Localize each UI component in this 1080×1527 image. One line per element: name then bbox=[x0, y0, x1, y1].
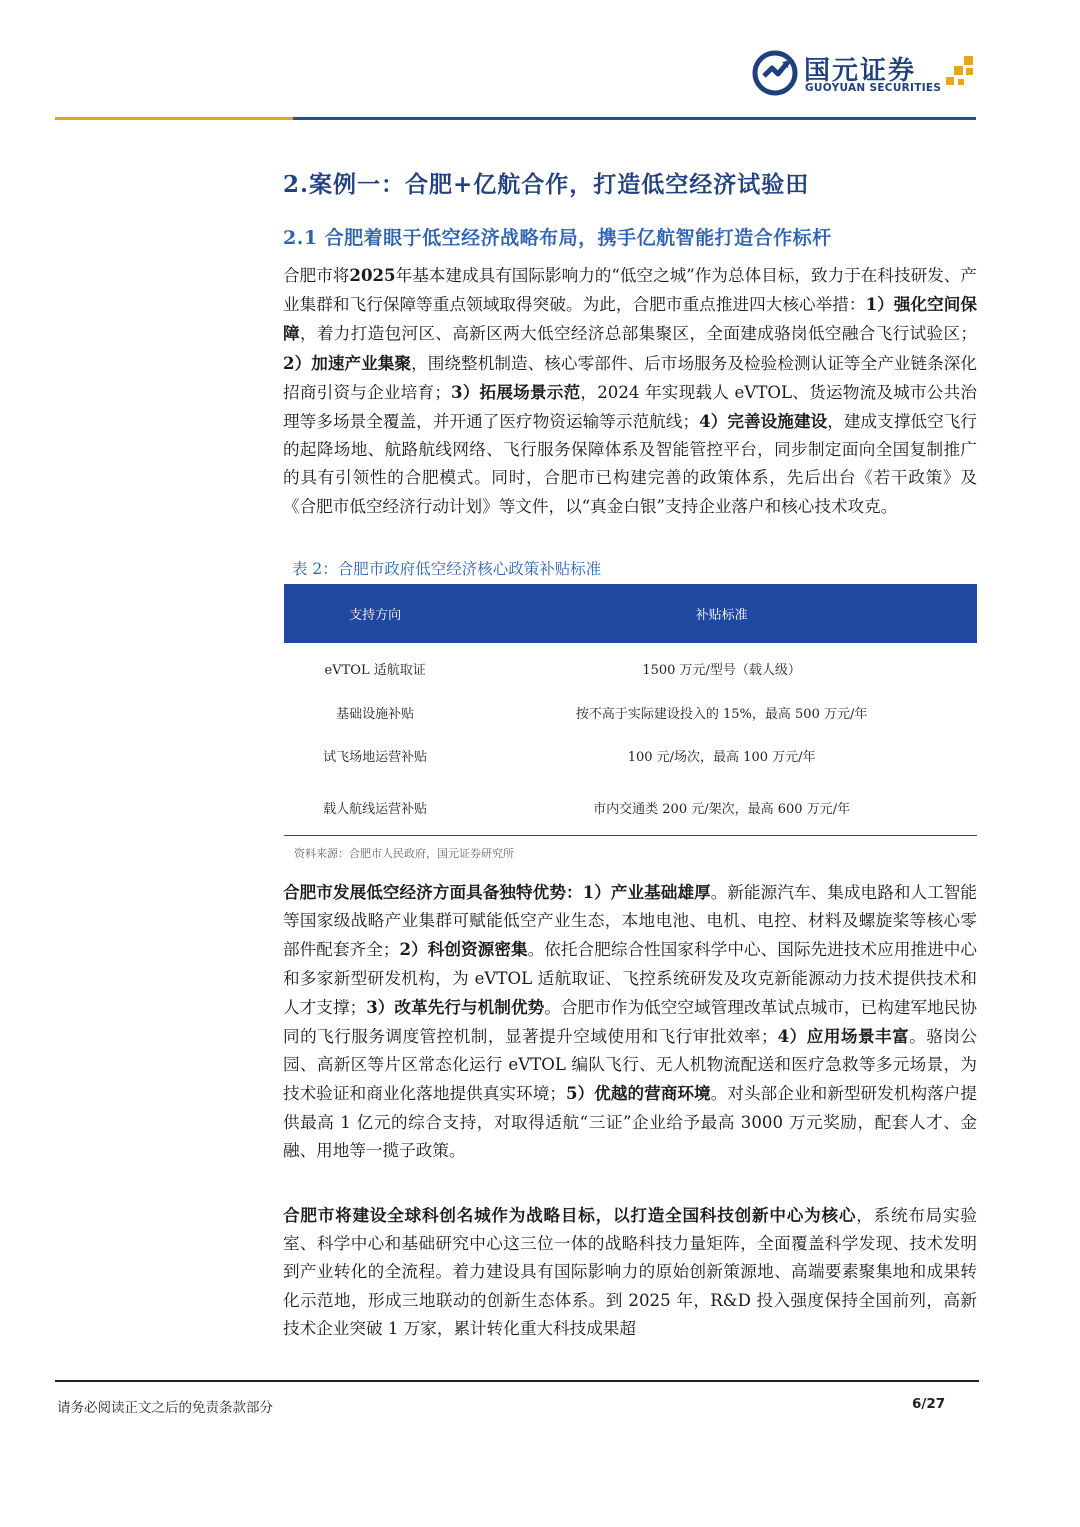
header-rule-accent bbox=[55, 117, 293, 120]
table-row bbox=[284, 731, 977, 779]
table-source: 资料来源：合肥市人民政府，国元证券研究所 bbox=[294, 847, 514, 860]
text-run: ，2024 年实现载人 eVTOL、货运物流及城市公共治理等多场景全覆盖，并开通了医疗物资运输等示范航线； bbox=[283, 382, 978, 432]
paragraph-3 bbox=[283, 1201, 977, 1343]
table-row bbox=[284, 643, 977, 693]
section-title: 2.案例一：合肥+亿航合作，打造低空经济试验田 bbox=[283, 171, 810, 198]
bold-text-run: 合肥市发展低空经济方面具备独特优势： bbox=[283, 882, 583, 902]
text-run: 合肥市将 bbox=[283, 266, 350, 285]
text-run: ，建成支撑低空飞行的起降场地、航路航线网络、飞行服务保障体系及智能管控平台，同步制定面向全国复制推广的具有引领性的合肥模式。同时，合肥市已构建完善的政策体系，先后出台《若干政策》及《合肥市低空经济行动计划》等文件，以“真金白银”支持企业落户和核心技术攻克。 bbox=[283, 412, 977, 516]
footer-disclaimer: 请务必阅读正文之后的免责条款部分 bbox=[57, 1400, 273, 1416]
table-header-standard: 补贴标准 bbox=[466, 584, 977, 643]
bold-text-run: 2）加速产业集聚 bbox=[283, 352, 412, 373]
bold-text-run: 4）应用场景丰富 bbox=[777, 1026, 910, 1047]
paragraph-1 bbox=[283, 261, 977, 521]
table-header-direction: 支持方向 bbox=[284, 584, 466, 643]
company-logo bbox=[752, 48, 982, 108]
table-row bbox=[284, 779, 977, 836]
bold-text-run: 1）强化空间保障 bbox=[283, 294, 978, 344]
table-cell: 试飞场地运营补贴 bbox=[323, 749, 428, 765]
logo-name-en: GUOYUAN SECURITIES bbox=[805, 82, 942, 94]
page-number: 6/27 bbox=[912, 1396, 946, 1412]
table-cell: 市内交通类 200 元/架次，最高 600 万元/年 bbox=[466, 779, 977, 836]
table-caption: 表 2：合肥市政府低空经济核心政策补贴标准 bbox=[292, 560, 602, 578]
text-run: 年基本建成具有国际影响力的“低空之城”作为总体目标，致力于在科技研发、产业集群和飞行保障等重点领域取得突破。为此，合肥市重点推进四大核心举措： bbox=[283, 266, 977, 315]
text-run: ，系统布局实验室、科学中心和基础研究中心这三位一体的战略科技力量矩阵，全面覆盖科学发现、技术发明到产业转化的全流程。着力建设具有国际影响力的原始创新策源地、高端要素聚集地和成果转化示范地，形成三地联动的创新生态体系。到 2025 年，R&D 投入强度保持全国前列，高新技术企业突破 1 万家，累计转化重大科技成果超 bbox=[283, 1206, 978, 1338]
table-cell: 基础设施补贴 bbox=[336, 706, 415, 722]
logo-squares-icon bbox=[944, 52, 980, 92]
table-cell: 载人航线运营补贴 bbox=[284, 779, 466, 836]
bold-text-run: 4）完善设施建设 bbox=[699, 411, 828, 432]
table-row bbox=[284, 693, 977, 731]
text-run: ，着力打造包河区、高新区两大低空经济总部集聚区，全面建成骆岗低空融合飞行试验区； bbox=[299, 324, 977, 344]
bold-text-run: 3）拓展场景示范 bbox=[450, 381, 581, 402]
table-header-row bbox=[284, 584, 977, 643]
text-run: 。依托合肥综合性国家科学中心、国际先进技术应用推进中心和多家新型研发机构，为 eVTOL 适航取证、飞控系统研发及攻克新能源动力技术提供技术和人才支撑； bbox=[283, 940, 978, 1017]
footer-rule bbox=[55, 1380, 979, 1382]
bold-text-run: 3）改革先行与机制优势 bbox=[366, 996, 545, 1017]
bold-text-run: 2025 bbox=[349, 265, 396, 285]
text-run: 。对头部企业和新型研发机构落户提供最高 1 亿元的综合支持，对取得适航“三证”企业给予最高 3000 万元奖励，配套人才、金融、用地等一揽子政策。 bbox=[283, 1084, 978, 1160]
text-run: 。骆岗公园、高新区等片区常态化运行 eVTOL 编队飞行、无人机物流配送和医疗急救等多元场景，为技术验证和商业化落地提供真实环境； bbox=[283, 1027, 978, 1104]
guoyuan-logo-icon bbox=[752, 50, 798, 96]
logo-name-cn: 国元证券 bbox=[804, 56, 917, 86]
bold-text-run: 1）产业基础雄厚 bbox=[582, 882, 711, 902]
subsidy-table bbox=[284, 584, 977, 836]
text-run: ，围绕整机制造、核心零部件、后市场服务及检验检测认证等全产业链条深化招商引资与企业培育； bbox=[283, 353, 978, 402]
table-cell: 100 元/场次，最高 100 万元/年 bbox=[627, 749, 816, 765]
table-cell: 1500 万元/型号（载人级） bbox=[642, 662, 801, 678]
table-cell: 按不高于实际建设投入的 15%，最高 500 万元/年 bbox=[575, 706, 868, 722]
bold-text-run: 合肥市将建设全球科创名城作为战略目标，以打造全国科技创新中心为核心 bbox=[283, 1205, 857, 1225]
text-run: 。新能源汽车、集成电路和人工智能等国家级战略产业集群可赋能低空产业生态，本地电池、电机、电控、材料及螺旋桨等核心零部件配套齐全； bbox=[283, 883, 978, 960]
table-cell: eVTOL 适航取证 bbox=[324, 662, 426, 678]
subsection-title: 2.1 合肥着眼于低空经济战略布局，携手亿航智能打造合作标杆 bbox=[283, 227, 832, 249]
paragraph-2 bbox=[283, 878, 977, 1165]
header-rule bbox=[293, 117, 976, 120]
text-run: 。合肥市作为低空空域管理改革试点城市，已构建军地民协同的飞行服务调度管控机制，显著提升空域使用和飞行审批效率； bbox=[283, 997, 978, 1047]
bold-text-run: 5）优越的营商环境 bbox=[565, 1083, 711, 1104]
bold-text-run: 2）科创资源密集 bbox=[399, 939, 528, 960]
